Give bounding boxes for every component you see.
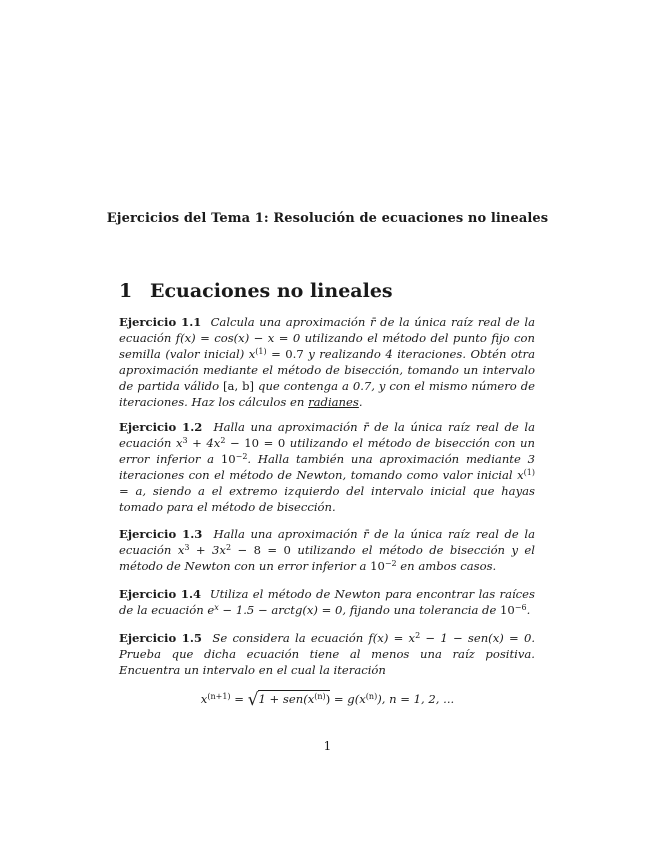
exercise-1-3 — [119, 526, 535, 574]
display-equation — [0, 690, 655, 710]
math-part: 10 — [500, 603, 515, 617]
math-superscript: 3 — [182, 436, 188, 445]
math-part: + 3x — [189, 543, 226, 557]
underlined-word: radianes — [308, 395, 359, 409]
math-part: = 0.7 — [266, 347, 304, 361]
math-superscript: −6 — [514, 603, 527, 612]
math-part: 10 — [220, 452, 236, 466]
text-run: y realizando 4 iteraciones. Obtén otra aproximación mediante el método de bisección, tomando un intervalo de partida válido — [119, 347, 536, 393]
text-run: Halla una aproximación — [213, 527, 364, 541]
math-rbar: r̄ — [369, 315, 376, 329]
math-expression — [368, 631, 531, 645]
math-part: = — [230, 692, 248, 706]
math-superscript: x — [214, 603, 219, 612]
text-run: , fijando una tolerancia de — [342, 603, 501, 617]
math-superscript: (n) — [365, 692, 378, 701]
math-superscript: 2 — [415, 631, 421, 640]
math-part: x — [175, 436, 183, 450]
text-run: Halla una aproximación — [213, 420, 364, 434]
math-part: x — [248, 347, 256, 361]
math-part: − 1.5 − arctg(x) = 0 — [218, 603, 343, 617]
exercise-label: Ejercicio 1.5 — [119, 631, 202, 645]
math-part: x — [200, 692, 208, 706]
page-number: 1 — [323, 739, 332, 753]
math-expression — [176, 436, 285, 450]
exercise-label: Ejercicio 1.1 — [119, 315, 202, 329]
math-part: x — [517, 468, 524, 482]
math-superscript: (1) — [523, 468, 535, 477]
math-superscript: (1) — [255, 347, 267, 356]
text-run: de la única raíz real de la ecuación — [119, 527, 535, 557]
math-part: ), n = 1, 2, ... — [377, 692, 455, 706]
exercise-label: Ejercicio 1.3 — [119, 527, 203, 541]
math-part: f(x) = x — [368, 631, 416, 645]
math-expression: f(x) = cos(x) − x = 0 — [175, 331, 301, 345]
math-superscript: 3 — [184, 543, 190, 552]
math-expression — [221, 452, 248, 466]
math-expression — [207, 603, 342, 617]
math-expression — [370, 559, 397, 573]
exercise-label: Ejercicio 1.4 — [119, 587, 202, 601]
text-run: Calcula una aproximación — [210, 315, 370, 329]
exercise-1-5 — [119, 630, 535, 678]
math-superscript: 2 — [225, 543, 232, 552]
section-number: 1 — [119, 280, 133, 302]
exercise-label: Ejercicio 1.2 — [119, 420, 203, 434]
exercise-1-4 — [119, 586, 535, 618]
section-title: Ecuaciones no lineales — [150, 280, 393, 302]
text-run: , siendo a el extremo izquierdo del intervalo inicial que hayas tomado para el método de bisección. — [119, 484, 535, 514]
math-expression — [249, 347, 304, 361]
exercise-1-1 — [119, 314, 535, 410]
text-run: . Halla también una aproximación mediante 3 iteraciones con el método de Newton, tomando como valor inicial — [119, 452, 535, 482]
text-run: . — [358, 395, 363, 409]
sqrt-symbol: √ — [247, 690, 259, 710]
math-part: e — [207, 603, 215, 617]
text-run: de la única raíz real de la ecuación — [119, 420, 535, 450]
math-part: + 4x — [187, 436, 221, 450]
math-part: = a — [119, 484, 143, 498]
math-expression: [a, b] — [223, 379, 255, 393]
math-rbar: r̄ — [363, 527, 369, 541]
radicand — [258, 690, 330, 706]
math-expression — [500, 603, 527, 617]
exercise-text — [119, 420, 535, 514]
math-superscript: (n+1) — [207, 692, 231, 701]
math-part: − 8 = 0 — [231, 543, 291, 557]
text-run: . Prueba que dicha ecuación tiene al menos una raíz positiva. Encuentra un intervalo en el cual la iteración — [119, 631, 536, 677]
text-run: . — [526, 603, 531, 617]
text-run: utilizando el método de bisección y el método de Newton con un error inferior a — [119, 543, 535, 573]
math-part: 10 — [370, 559, 385, 573]
math-part: = g(x — [330, 692, 366, 706]
math-superscript: 2 — [220, 436, 226, 445]
exercise-1-2 — [119, 419, 535, 515]
text-run: de la única raíz real de la ecuación — [119, 315, 535, 345]
text-run: Se considera la ecuación — [212, 631, 369, 645]
text-run: Utiliza el método de Newton para encontrar las raíces de la ecuación — [119, 587, 535, 617]
math-rbar: r̄ — [363, 420, 369, 434]
text-run: que contenga a 0.7, y con el mismo número de iteraciones. Haz los cálculos en — [119, 379, 535, 409]
math-part: x — [177, 543, 185, 557]
math-part: 1 + sen(x — [258, 692, 315, 706]
math-superscript: −2 — [384, 559, 397, 568]
math-expression — [178, 543, 291, 557]
text-run: utilizando el método de bisección con un error inferior a — [119, 436, 535, 466]
math-superscript: (n) — [314, 692, 326, 701]
text-run: en ambos casos. — [396, 559, 497, 573]
document-title: Ejercicios del Tema 1: Resolución de ecuaciones no lineales — [106, 211, 549, 226]
exercise-text — [119, 315, 535, 409]
text-run: utilizando el método del punto fijo con semilla (valor inicial) — [119, 331, 535, 361]
math-part: − 10 = 0 — [225, 436, 286, 450]
math-superscript: −2 — [235, 452, 248, 461]
math-part: ) — [325, 692, 331, 706]
section-heading — [119, 280, 393, 302]
math-part: − 1 − sen(x) = 0 — [420, 631, 532, 645]
